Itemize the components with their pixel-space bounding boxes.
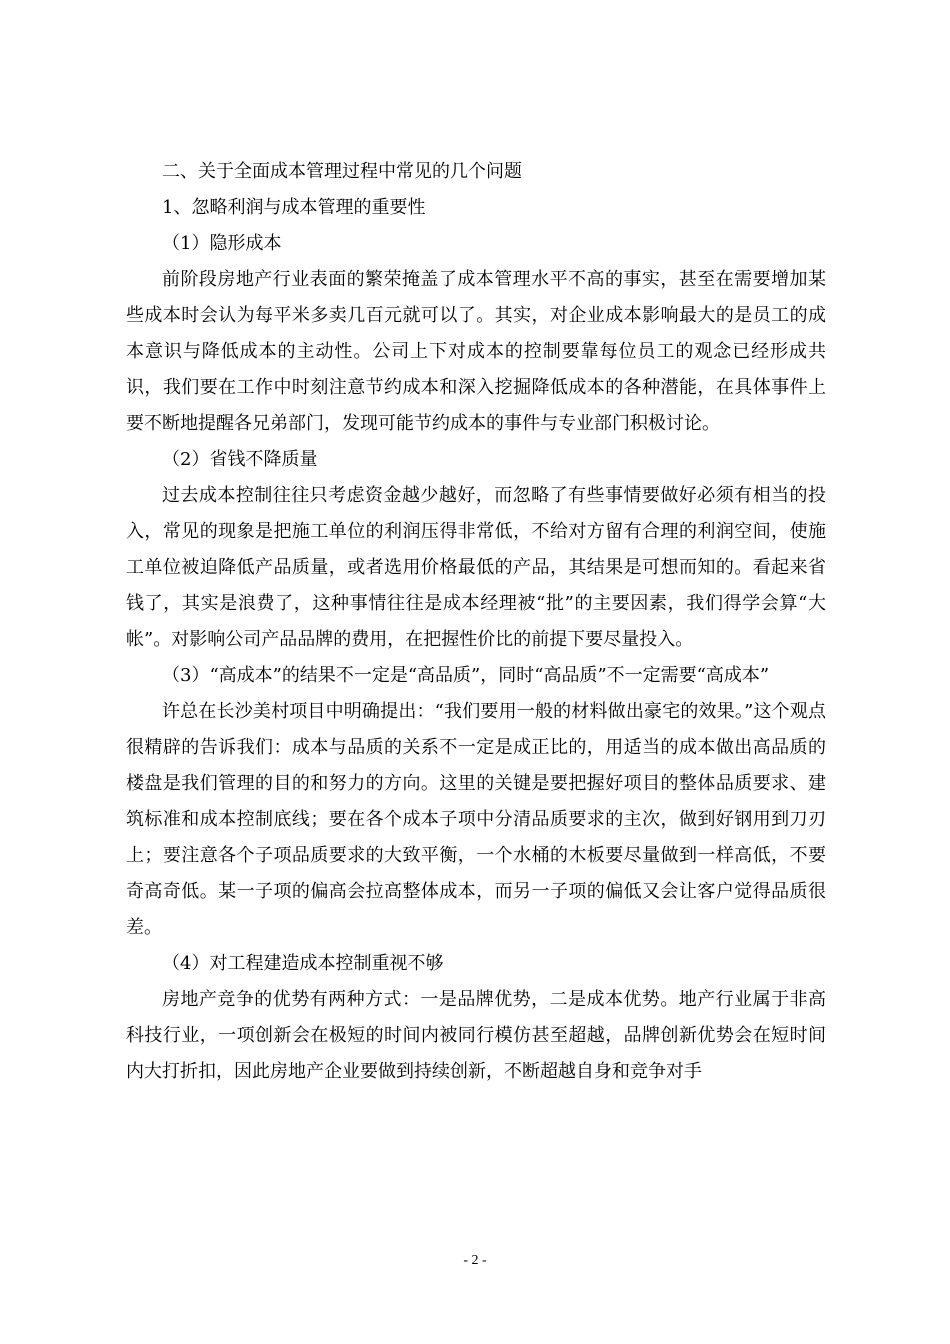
section-title: 二、关于全面成本管理过程中常见的几个问题 (162, 161, 522, 182)
paragraph-construction-cost: 房地产竞争的优势有两种方式：一是品牌优势，二是成本优势。地产行业属于非高科技行业，一项创新会在极短的时间内被同行模仿甚至超越，品牌创新优势会在短时间内大打折扣，因此房地产企业要做到持续创新，不断超越自身和竞争对手 (126, 989, 826, 1082)
paragraph-cost-quality: 许总在长沙美村项目中明确提出：“我们要用一般的材料做出豪宅的效果。”这个观点很精辟的告诉我们：成本与品质的关系不一定是成正比的，用适当的成本做出高品质的楼盘是我们管理的目的和努力的方向。这里的关键是要把握好项目的整体品质要求、建筑标准和成本控制底线；要在各个成本子项中分清品质要求的主次，做到好钢用到刀刃上；要注意各个子项品质要求的大致平衡，一个水桶的木板要尽量做到一样高低，不要奇高奇低。某一子项的偏高会拉高整体成本，而另一子项的偏低又会让客户觉得品质很差。 (126, 701, 826, 938)
item-heading-cost-quality: （3）“高成本”的结果不一定是“高品质”，同时“高品质”不一定需要“高成本” (162, 665, 770, 686)
document-body (126, 154, 826, 1090)
item-heading-hidden-cost: （1）隐形成本 (162, 233, 282, 254)
paragraph-save-money: 过去成本控制往往只考虑资金越少越好，而忽略了有些事情要做好必须有相当的投入，常见的现象是把施工单位的利润压得非常低，不给对方留有合理的利润空间，使施工单位被迫降低产品质量，或者选用价格最低的产品，其结果是可想而知的。看起来省钱了，其实是浪费了，这种事情往往是成本经理被“批”的主要因素，我们得学会算“大帐”。对影响公司产品品牌的费用，在把握性价比的前提下要尽量投入。 (126, 485, 826, 650)
paragraph-hidden-cost: 前阶段房地产行业表面的繁荣掩盖了成本管理水平不高的事实，甚至在需要增加某些成本时会认为每平米多卖几百元就可以了。其实，对企业成本影响最大的是员工的成本意识与降低成本的主动性。公司上下对成本的控制要靠每位员工的观念已经形成共识，我们要在工作中时刻注意节约成本和深入挖掘降低成本的各种潜能，在具体事件上要不断地提醒各兄弟部门，发现可能节约成本的事件与专业部门积极讨论。 (126, 269, 826, 434)
page-number: - 2 - (463, 1253, 487, 1268)
item-heading-construction-cost: （4）对工程建造成本控制重视不够 (162, 953, 444, 974)
item-heading-save-money: （2）省钱不降质量 (162, 449, 318, 470)
subsection-title: 1、忽略利润与成本管理的重要性 (162, 197, 426, 218)
